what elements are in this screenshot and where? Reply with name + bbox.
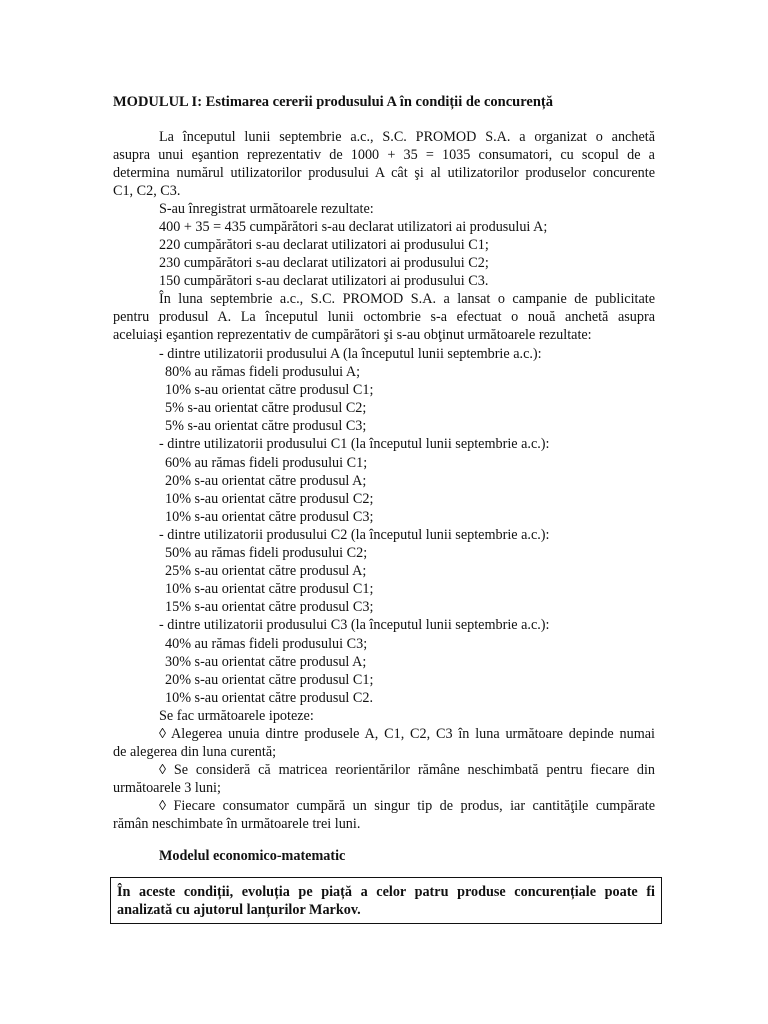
conclusion-box	[110, 877, 662, 924]
list-item: 60% au rămas fideli produsului C1;	[165, 454, 368, 471]
intro-line: asupra unui eşantion reprezentativ de 1000 + 35 = 1035 consumatori, cu scopul de a	[113, 147, 655, 164]
list-item: 20% s-au orientat către produsul C1;	[165, 671, 374, 688]
hypotheses-heading: Se fac următoarele ipoteze:	[159, 707, 314, 724]
list-item: 50% au rămas fideli produsului C2;	[165, 545, 368, 562]
hypothesis-line: de alegerea din luna curentă;	[113, 744, 277, 761]
results-heading: S-au înregistrat următoarele rezultate:	[159, 201, 374, 217]
campaign-paragraph	[113, 290, 655, 344]
list-item: 5% s-au orientat către produsul C2;	[165, 400, 367, 417]
list-item: 15% s-au orientat către produsul C3;	[165, 599, 374, 616]
hypothesis-line: rămân neschimbate în următoarele trei luni.	[113, 816, 361, 833]
campaign-line: aceluiaşi eşantion reprezentativ de cumpărători şi s-au obţinut următoarele rezultate:	[113, 327, 592, 344]
list-item: 80% au rămas fideli produsului A;	[165, 364, 361, 381]
list-item: 30% s-au orientat către produsul A;	[165, 653, 367, 670]
group-header: - dintre utilizatorii produsului C3 (la începutul lunii septembrie a.c.):	[159, 617, 550, 634]
group-header: - dintre utilizatorii produsului A (la începutul lunii septembrie a.c.):	[159, 346, 542, 362]
hypothesis-line: ◊ Fiecare consumator cumpără un singur tip de produs, iar cantităţile cumpărate	[159, 798, 655, 815]
hypotheses-paragraph	[113, 725, 655, 834]
campaign-line: pentru produsul A. La începutul lunii octombrie s-a efectuat o nouă anchetă asupra	[113, 309, 655, 326]
reorientation-list	[113, 345, 673, 725]
intro-line: determina numărul utilizatorilor produsului A cât şi al utilizatorilor produselor concurente	[113, 165, 655, 182]
list-item: 10% s-au orientat către produsul C1;	[165, 382, 374, 399]
page-title: MODULUL I: Estimarea cererii produsului A în condiții de concurență	[113, 94, 553, 110]
list-item: 10% s-au orientat către produsul C2.	[165, 689, 374, 706]
list-item: 220 cumpărători s-au declarat utilizatori ai produsului C1;	[159, 237, 489, 254]
intro-paragraph	[113, 128, 655, 200]
list-item: 5% s-au orientat către produsul C3;	[165, 418, 367, 435]
list-item: 150 cumpărători s-au declarat utilizatori ai produsului C3.	[159, 273, 489, 290]
intro-line: La începutul lunii septembrie a.c., S.C. PROMOD S.A. a organizat o anchetă	[159, 129, 655, 145]
group-header: - dintre utilizatorii produsului C1 (la începutul lunii septembrie a.c.):	[159, 436, 550, 453]
section-subheading: Modelul economico-matematic	[159, 848, 346, 864]
hypothesis-line: următoarele 3 luni;	[113, 780, 221, 797]
list-item: 10% s-au orientat către produsul C3;	[165, 508, 374, 525]
intro-line: C1, C2, C3.	[113, 183, 181, 200]
list-item: 400 + 35 = 435 cumpărători s-au declarat utilizatori ai produsului A;	[159, 219, 548, 236]
list-item: 20% s-au orientat către produsul A;	[165, 472, 367, 489]
hypothesis-line: ◊ Se consideră că matricea reorientărilor rămâne neschimbată pentru fiecare din	[159, 762, 655, 779]
campaign-line: În luna septembrie a.c., S.C. PROMOD S.A. a lansat o campanie de publicitate	[159, 291, 655, 307]
list-item: 10% s-au orientat către produsul C2;	[165, 490, 374, 507]
conclusion-line: analizată cu ajutorul lanțurilor Markov.	[117, 902, 361, 919]
list-item: 25% s-au orientat către produsul A;	[165, 563, 367, 580]
group-header: - dintre utilizatorii produsului C2 (la începutul lunii septembrie a.c.):	[159, 526, 550, 543]
conclusion-line: În aceste condiții, evoluția pe piață a celor patru produse concurențiale poate fi	[117, 884, 655, 900]
list-item: 230 cumpărători s-au declarat utilizatori ai produsului C2;	[159, 255, 489, 272]
list-item: 40% au rămas fideli produsului C3;	[165, 635, 368, 652]
list-item: 10% s-au orientat către produsul C1;	[165, 581, 374, 598]
results-list	[113, 200, 673, 290]
hypothesis-line: ◊ Alegerea unuia dintre produsele A, C1, C2, C3 în luna următoare depinde numai	[159, 726, 655, 742]
